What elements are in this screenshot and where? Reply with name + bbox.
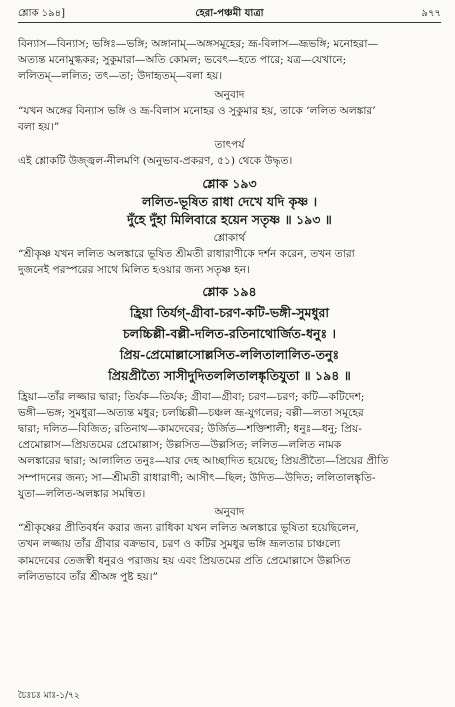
- text-line: “যখন অঙ্গের বিন্যাস ভঙ্গি ও ভ্রূ-বিলাস মনোহর ও সুকুমার হয়, তাকে ‘ললিত অলঙ্কার’: [18, 104, 376, 117]
- verse-193-line: দুঁহে দুঁহা মিলিবারে হয়েন সতৃষ্ণ ॥ ১৯৩ ॥: [127, 212, 332, 228]
- sanskrit-verse-line: হ্রিয়া তির্যগ্‌-গ্রীবা-চরণ-কটি-ভঙ্গী-সুমধুরা: [130, 304, 329, 320]
- verse-193-title: শ্লোক ১৯৩: [202, 175, 257, 191]
- text-line: সম্পাদনের জন্য; সা—শ্রীমতী রাধারাণী; আসীৎ—ছিল; উদিত—উদিত; ললিতালঙ্কৃতি-: [18, 471, 376, 484]
- text-line: হ্রিয়া—তাঁর লজ্জার দ্বারা; তির্যক—তির্যক; গ্রীবা—গ্রীবা; চরণ—চরণ; কটি—কটিদেশ;: [18, 390, 365, 403]
- text-line: বিন্যাস—বিন্যাস; ভঙ্গিঃ—ভঙ্গি; অঙ্গানাম্—অঙ্গসমূহের; ভ্রূ-বিলাস—ভ্রূভঙ্গি; মনোহরা—: [18, 38, 379, 50]
- verse-meaning-paragraph-193: [18, 246, 441, 278]
- page-body: [18, 36, 441, 587]
- heading-verse-meaning: শ্লোকার্থ: [213, 231, 246, 244]
- text-line: ভঙ্গী—ভঙ্গ; সুমধুরা—অত্যন্ত মধুর; চলচ্চিল্লী—চঞ্চল ভ্রূ-যুগলের; বল্লী—লতা সমূহের: [18, 406, 364, 419]
- sanskrit-verse-line: প্রিয়-প্রেমোল্লাসোল্লসিত-ললিতালালিত-তনুঃ: [119, 346, 340, 362]
- text-line: ললিতভাবে তাঁর শ্রীঅঙ্গ পুষ্ট হয়।”: [18, 570, 158, 583]
- synonyms-paragraph-194: [18, 389, 441, 502]
- synonyms-paragraph-192: [18, 36, 441, 85]
- verse-193-line: ললিত-ভূষিত রাধা দেখে যদি কৃষ্ণ ।: [141, 193, 318, 209]
- text-line: কামদেবের তেজস্বী ধনুরও পরাজয় হয় এবং প্রিয়তমের প্রতি প্রেমোল্লাসে উল্লসিত: [18, 554, 351, 567]
- text-line: যুতা—ললিত-অলঙ্কার সমন্বিত।: [18, 487, 146, 500]
- running-header: [18, 6, 441, 22]
- purport-paragraph: এই শ্লোকটি উজ্জ্বল-নীলমণি (অনুভাব-প্রকরণ, ৫১) থেকে উদ্ধৃত।: [18, 155, 293, 168]
- text-line: “শ্রীকৃষ্ণ যখন ললিত অলঙ্কারে ভূষিত শ্রীমতী রাধারাণীকে দর্শন করেন, তখন তারা: [18, 248, 355, 261]
- header-verse-ref: শ্লোক ১৯৪]: [18, 8, 66, 19]
- verse-194-title: শ্লোক ১৯৪: [202, 284, 257, 300]
- text-line: তখন লজ্জায় তাঁর গ্রীবার বক্রভাব, চরণ ও কটির সুমধুর ভঙ্গি ভ্রূলতার চাঞ্চল্যে: [18, 538, 341, 551]
- heading-translation: অনুবাদ: [214, 88, 245, 101]
- translation-paragraph-192: [18, 103, 441, 135]
- header-chapter-title: হেরা-পঞ্চমী যাত্রা: [195, 8, 264, 19]
- header-rule: [18, 22, 441, 23]
- translation-paragraph-194: [18, 520, 441, 585]
- text-line: দুজনেই পরস্পরের সাথে মিলিত হওয়ার জন্য সতৃষ্ণ হন।: [18, 264, 250, 277]
- text-line: অলঙ্কারের দ্বারা; আলালিত তনুঃ—যার দেহ আচ্ছাদিত হয়েছে; প্রিয়প্রীত্যৈ—প্রিয়ের প্রীতি: [18, 455, 389, 468]
- text-line: ললিতম্—ললিত; তৎ—তা; উদাহৃতম্—বলা হয়।: [18, 70, 223, 83]
- page-number: ৯৭৭: [421, 8, 441, 19]
- sanskrit-verse-line: চলচ্চিল্লী-বল্লী-দলিত-রতিনাথোর্জিত-ধনুঃ ।: [123, 325, 336, 341]
- text-line: প্রেমোল্লাস—প্রিয়তমের প্রেমোল্লাস; উল্লসিত—উল্লসিত; ললিত—ললিত নামক: [18, 439, 342, 452]
- text-line: বলা হয়।”: [18, 121, 60, 134]
- page-footer-signature: চৈঃচঃ মাঃ-১/৭২: [18, 691, 80, 701]
- text-line: দ্বারা; দলিত—বিজিত; রতিনাথ—কামদেবের; উর্জিত—শক্তিশালী; ধনুঃ—ধনু; প্রিয়-: [18, 423, 362, 436]
- heading-purport: তাৎপর্য: [214, 139, 245, 152]
- heading-translation-194: অনুবাদ: [214, 506, 245, 519]
- text-line: অত্যন্ত মনোমুগ্ধকর; সুকুমারা—অতি কোমল; ভবেৎ—হতে পারে; যত্র—যেখানে;: [18, 54, 347, 67]
- text-line: “শ্রীকৃষ্ণের প্রীতিবর্ধন করার জন্য রাধিকা যখন ললিত অলঙ্কারে ভূষিতা হয়েছিলেন,: [18, 522, 360, 535]
- sanskrit-verse-line: প্রিয়প্রীত্যৈ সাসীদুদিতললিতালঙ্কৃতিযুতা ॥ ১৯৪ ॥: [108, 367, 351, 383]
